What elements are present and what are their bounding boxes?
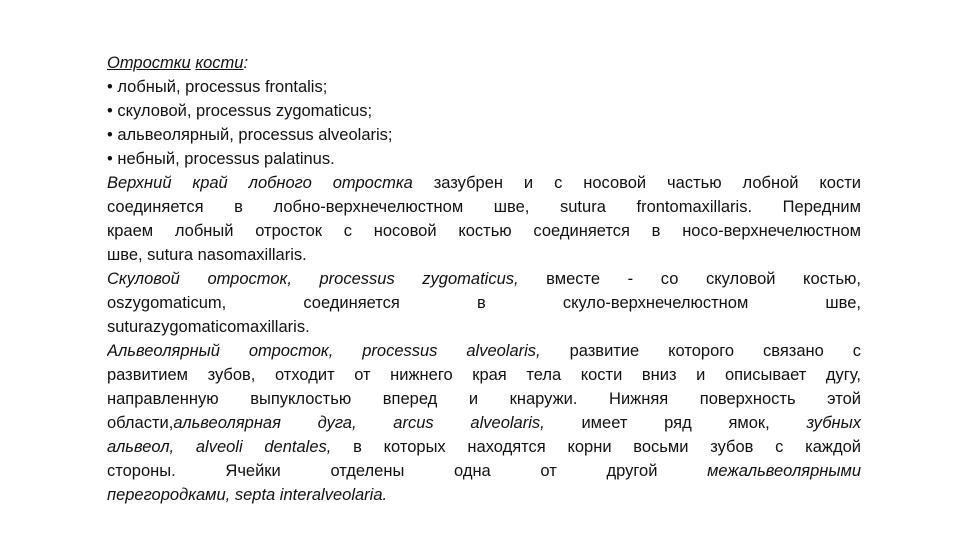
paragraph-line [107,171,861,195]
bullet-item: • альвеолярный, processus alveolaris; [107,126,393,144]
text-run: стороны. Ячейки отделены одна от другой [107,462,658,480]
paragraph-line [107,339,861,363]
heading-colon: : [243,54,249,72]
paragraph-line: suturazygomaticomaxillaris. [107,318,310,336]
italic-term: Альвеолярный отросток, processus alveolaris, [107,342,541,360]
paragraph-line: oszygomaticum, соединяется в скуло-верхнечелюстном шве, [107,294,861,312]
paragraph-line [107,435,861,459]
text-run: вместе - со скуловой костью, [518,270,861,288]
heading-line [107,51,861,75]
bullet-item: • небный, processus palatinus. [107,150,335,168]
bullet-item: • скуловой, processus zygomaticus; [107,102,373,120]
text-run: развитие которого связано с [540,342,861,360]
heading-word-2: кости [195,54,244,72]
text-run: в которых находятся корни восьми зубов с каждой [331,438,861,456]
paragraph-line [107,483,861,507]
bullet-item: • лобный, processus frontalis; [107,78,328,96]
paragraph-line: краем лобный отросток с носовой костью соединяется в носо-верхнечелюстном [107,222,861,240]
paragraph-line: шве, sutura nasomaxillaris. [107,246,307,264]
text-run: имеет ряд ямок, [544,414,770,432]
text-run: области, [107,414,174,432]
paragraph-line [107,459,861,483]
text-run: зазубрен и с носовой частью лобной кости [412,174,861,192]
paragraph-line: соединяется в лобно-верхнечелюстном шве, sutura frontomaxillaris. Передним [107,198,861,216]
text-block [107,51,861,507]
italic-term: Верхний край лобного отростка [107,174,413,192]
italic-term: альвеол, alveoli dentales, [107,438,332,456]
italic-term: зубных [769,414,861,432]
paragraph-line [107,267,861,291]
paragraph-line: развитием зубов, отходит от нижнего края тела кости вниз и описывает дугу, [107,366,861,384]
heading-word-1: Отростки [107,54,191,72]
paragraph-line [107,411,861,435]
italic-term: перегородками, septa interalveolaria. [107,486,388,504]
italic-term: альвеолярная дуга, arcus alveolaris, [173,414,545,432]
italic-term: Скуловой отросток, processus zygomaticus, [107,270,519,288]
paragraph-line: направленную выпуклостью вперед и кнаружи. Нижняя поверхность этой [107,390,861,408]
italic-term: межальвеолярными [657,462,861,480]
